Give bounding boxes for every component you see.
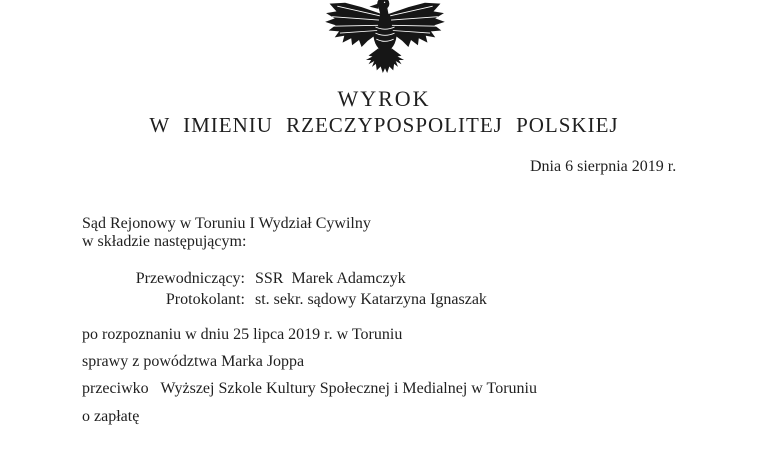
judgment-date: Dnia 6 sierpnia 2019 r. xyxy=(530,158,677,175)
panel-intro-line: w składzie następującym: xyxy=(82,233,247,250)
presiding-judge-label: Przewodniczący: xyxy=(135,270,245,287)
court-name-line: Sąd Rejonowy w Toruniu I Wydział Cywilny xyxy=(82,215,371,232)
panel-row-court-clerk xyxy=(82,289,487,311)
defendant-line: przeciwko Wyższej Szkole Kultury Społecznej i Medialnej w Toruniu xyxy=(82,380,537,397)
court-clerk-label: Protokolant: xyxy=(165,291,245,308)
presiding-judge-name: SSR Marek Adamczyk xyxy=(255,270,406,287)
judgment-heading xyxy=(0,86,768,138)
claim-subject-line: o zapłatę xyxy=(82,408,140,425)
polish-eagle-emblem-icon xyxy=(320,0,450,87)
panel-row-presiding-judge xyxy=(82,268,406,290)
judgment-subtitle: W IMIENIU RZECZYPOSPOLITEJ POLSKIEJ xyxy=(149,113,619,137)
judgment-title: WYROK xyxy=(337,86,431,111)
hearing-date-line: po rozpoznaniu w dniu 25 lipca 2019 r. w Toruniu xyxy=(82,326,403,343)
plaintiff-line: sprawy z powództwa Marka Joppa xyxy=(82,353,305,370)
court-clerk-name: st. sekr. sądowy Katarzyna Ignaszak xyxy=(255,291,487,308)
